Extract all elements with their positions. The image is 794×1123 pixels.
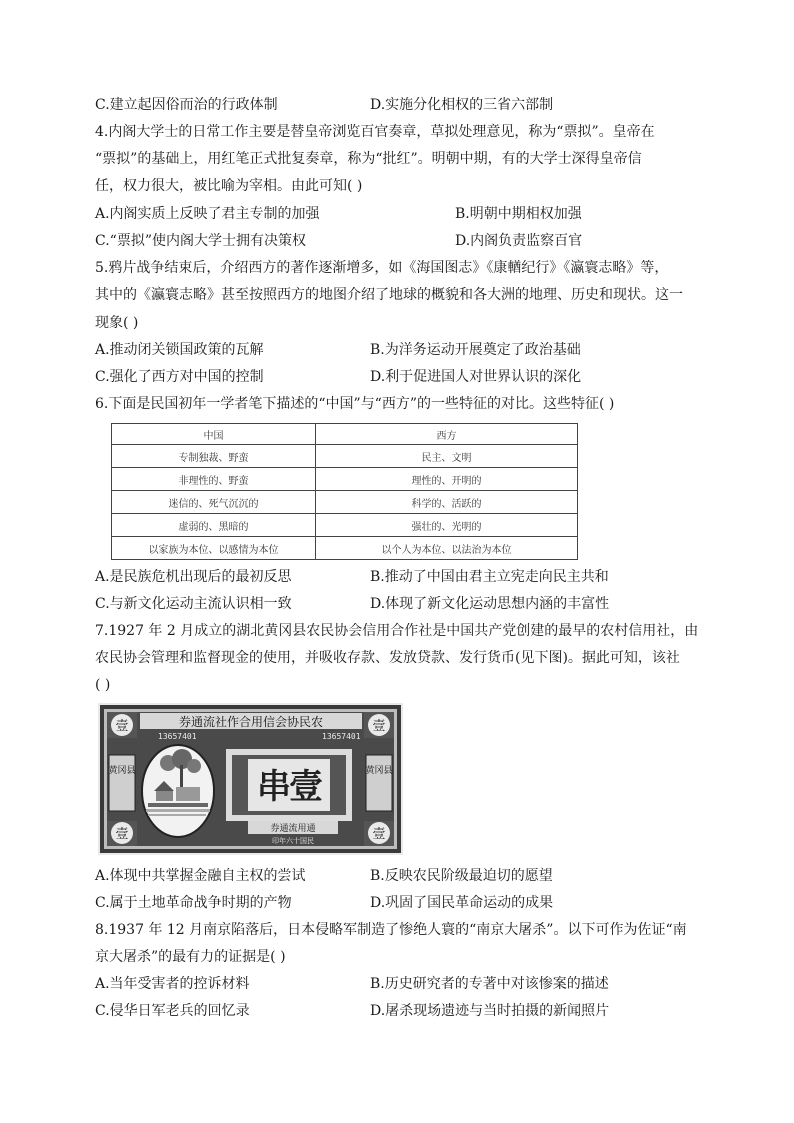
q6-option-c[interactable]: C.与新文化运动主流认识相一致: [95, 596, 292, 612]
note-county-left: 黄冈县: [108, 766, 136, 776]
q7-option-d[interactable]: D.巩固了国民革命运动的成果: [370, 895, 554, 911]
note-county-right: 黄冈县: [365, 766, 393, 776]
corner-seal-right: [364, 712, 394, 738]
note-denomination-char-2: 壹: [289, 767, 323, 807]
q3-option-c[interactable]: C.建立起因俗而治的行政体制: [95, 97, 278, 113]
q7-stem-line-2: 农民协会管理和监督现金的使用，并吸收存款、发放贷款、发行货币(见下图)。据此可知，该社: [95, 650, 680, 666]
q7-stem-line-1: 7.1927 年 2 月成立的湖北黄冈县农民协会信用合作社是中国共产党创建的最早的农村信用社，由: [95, 623, 699, 639]
q5-stem-line-2: 其中的《瀛寰志略》甚至按照西方的地图介绍了地球的概貌和各大洲的地理、历史和现状。这一: [95, 287, 683, 303]
q8-option-c[interactable]: C.侵华日军老兵的回忆录: [95, 1003, 250, 1019]
q4-option-d[interactable]: D.内阁负责监察百官: [455, 233, 583, 249]
table-cell-china: 专制独裁、野蛮: [112, 445, 316, 468]
note-serial-right: 13657401: [322, 732, 361, 741]
q7-options-row-1: [95, 866, 715, 886]
q5-option-b[interactable]: B.为洋务运动开展奠定了政治基础: [370, 342, 581, 358]
table-cell-west: 科学的、活跃的: [316, 491, 578, 514]
note-bottom-text-2: 印年六十国民: [272, 837, 314, 845]
q6-options-row-2: [95, 594, 715, 614]
comparison-table: [111, 423, 578, 560]
banknote-image: [98, 703, 403, 855]
q5-options-row-2: [95, 367, 715, 387]
q7-option-b[interactable]: B.反映农民阶级最迫切的愿望: [370, 868, 553, 884]
table-row: [112, 537, 578, 560]
q5-option-d[interactable]: D.利于促进国人对世界认识的深化: [370, 369, 582, 385]
table-header-west: 西方: [316, 424, 578, 445]
note-top-text: 券通流社作合用信会协民农: [178, 715, 324, 729]
q4-options-row-2: [95, 231, 715, 251]
q4-stem-line-3: 任，权力很大，被比喻为宰相。由此可知( ): [95, 178, 363, 194]
q8-options-row-1: [95, 974, 715, 994]
q5-stem-line-3: 现象( ): [95, 315, 139, 331]
note-serial-left: 13657401: [158, 732, 197, 741]
q5-stem-line-1: 5.鸦片战争结束后，介绍西方的著作逐渐增多，如《海国图志》《康輶纪行》《瀛寰志略》等，: [95, 260, 669, 276]
q4-option-b[interactable]: B.明朝中期相权加强: [455, 206, 582, 222]
svg-text:壹: 壹: [372, 827, 386, 842]
q8-stem-line-2: 京大屠杀”的最有力的证据是( ): [95, 949, 286, 965]
q4-options-row-1: [95, 204, 715, 224]
q6-options-row-1: [95, 567, 715, 587]
q7-options-row-2: [95, 893, 715, 913]
svg-text:壹: 壹: [115, 827, 129, 842]
note-bottom-text-1: 券通流用通: [270, 824, 316, 834]
table-cell-west: 理性的、开明的: [316, 468, 578, 491]
q5-option-a[interactable]: A.推动闭关锁国政策的瓦解: [95, 342, 264, 358]
q4-option-a[interactable]: A.内阁实质上反映了君主专制的加强: [95, 206, 320, 222]
table-cell-china: 迷信的、死气沉沉的: [112, 491, 316, 514]
table-header-china: 中国: [112, 424, 316, 445]
q3-options-row-2: [95, 95, 715, 115]
table-cell-west: 强壮的、光明的: [316, 514, 578, 537]
q8-option-d[interactable]: D.屠杀现场遗迹与当时拍摄的新闻照片: [370, 1003, 610, 1019]
q7-option-c[interactable]: C.属于土地革命战争时期的产物: [95, 895, 292, 911]
q6-option-d[interactable]: D.体现了新文化运动思想内涵的丰富性: [370, 596, 610, 612]
svg-text:壹: 壹: [115, 719, 129, 734]
table-cell-china: 非理性的、野蛮: [112, 468, 316, 491]
q7-stem-line-3: ( ): [95, 677, 111, 693]
table-row: [112, 491, 578, 514]
corner-seal-left: [107, 712, 137, 738]
table-row: [112, 468, 578, 491]
corner-seal-right-bottom: [364, 821, 394, 846]
q5-options-row-1: [95, 340, 715, 360]
q6-option-a[interactable]: A.是民族危机出现后的最初反思: [95, 569, 292, 585]
q4-stem-line-1: 4.内阁大学士的日常工作主要是替皇帝浏览百官奏章，草拟处理意见，称为“票拟”。皇帝在: [95, 124, 655, 140]
q6-option-b[interactable]: B.推动了中国由君主立宪走向民主共和: [370, 569, 609, 585]
q5-option-c[interactable]: C.强化了西方对中国的控制: [95, 369, 264, 385]
table-cell-china: 虚弱的、黑暗的: [112, 514, 316, 537]
corner-seal-left-bottom: [107, 821, 137, 846]
table-row: [112, 445, 578, 468]
svg-text:壹: 壹: [372, 719, 386, 734]
q3-option-d[interactable]: D.实施分化相权的三省六部制: [370, 97, 554, 113]
q8-options-row-2: [95, 1001, 715, 1021]
table-cell-west: 民主、文明: [316, 445, 578, 468]
q6-stem-line-1: 6.下面是民国初年一学者笔下描述的“中国”与“西方”的一些特征的对比。这些特征( ): [95, 396, 615, 412]
table-cell-china: 以家族为本位、以感情为本位: [112, 537, 316, 560]
table-cell-west: 以个人为本位、以法治为本位: [316, 537, 578, 560]
q7-option-a[interactable]: A.体现中共掌握金融自主权的尝试: [95, 868, 306, 884]
note-denomination-char-1: 串: [257, 767, 291, 807]
q4-option-c[interactable]: C.“票拟”使内阁大学士拥有决策权: [95, 233, 306, 249]
q8-stem-line-1: 8.1937 年 12 月南京陷落后，日本侵略军制造了惨绝人寰的“南京大屠杀”。以下可作为佐证“南: [95, 922, 687, 938]
q8-option-b[interactable]: B.历史研究者的专著中对该惨案的描述: [370, 976, 609, 992]
table-header-row: [112, 424, 578, 445]
q4-stem-line-2: “票拟”的基础上，用红笔正式批复奏章，称为“批红”。明朝中期，有的大学士深得皇帝信: [95, 151, 642, 167]
q8-option-a[interactable]: A.当年受害者的控诉材料: [95, 976, 250, 992]
table-row: [112, 514, 578, 537]
